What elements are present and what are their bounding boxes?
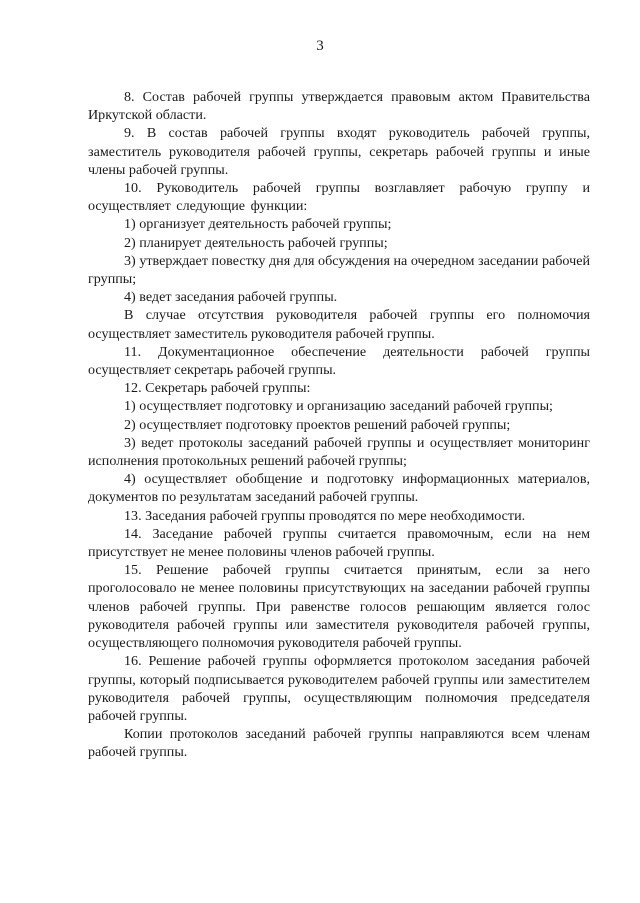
- paragraph-subitem-10-2: 2) планирует деятельность рабочей группы;: [124, 234, 388, 251]
- paragraph-subitem-10-3: 3) утверждает повестку дня для обсуждения на очередном заседании рабочей группы;: [88, 252, 590, 288]
- paragraph-item-15: 15. Решение рабочей группы считается принятым, если за него проголосовало не менее половины присутствующих на заседании рабочей группы членов рабочей группы. При равенстве голосов решающим является голос руководителя рабочей группы или заместителя руководителя рабочей группы, осуществляющего полномочия руководителя рабочей группы.: [88, 562, 590, 652]
- paragraph-item-8: 8. Состав рабочей группы утверждается правовым актом Правительства Иркутской области.: [88, 89, 590, 124]
- page-number: 3: [316, 38, 324, 54]
- paragraph-subitem-12-3: 3) ведет протоколы заседаний рабочей группы и осуществляет мониторинг исполнения протокольных решений рабочей группы;: [88, 434, 590, 470]
- paragraph-subitem-12-2: 2) осуществляет подготовку проектов решений рабочей группы;: [124, 416, 511, 433]
- paragraph-subitem-12-1: 1) осуществляет подготовку и организацию заседаний рабочей группы;: [124, 398, 553, 415]
- document-body: [88, 88, 590, 762]
- paragraph-item-16: 16. Решение рабочей группы оформляется протоколом заседания рабочей группы, который подписывается руководителем рабочей группы или заместителем руководителя рабочей группы, осуществляющим полномочия председателя рабочей группы.: [88, 653, 590, 724]
- paragraph-item-10: 10. Руководитель рабочей группы возглавляет рабочую группу и осуществляет следующие функции:: [88, 180, 590, 215]
- paragraph-subitem-10-4: 4) ведет заседания рабочей группы.: [124, 289, 338, 306]
- paragraph-item-11: 11. Документационное обеспечение деятельности рабочей группы осуществляет секретарь рабочей группы.: [88, 343, 590, 379]
- paragraph-item-14: 14. Заседание рабочей группы считается правомочным, если на нем присутствует не менее половины членов рабочей группы.: [88, 525, 590, 561]
- paragraph-item-13: 13. Заседания рабочей группы проводятся по мере необходимости.: [124, 507, 526, 524]
- paragraph-item-12: 12. Секретарь рабочей группы:: [124, 380, 311, 397]
- paragraph-copies-clause: Копии протоколов заседаний рабочей группы направляются всем членам рабочей группы.: [88, 726, 590, 761]
- paragraph-subitem-12-4: 4) осуществляет обобщение и подготовку информационных материалов, документов по результатам заседаний рабочей группы.: [88, 471, 590, 506]
- paragraph-deputy-clause: В случае отсутствия руководителя рабочей группы его полномочия осуществляет заместитель руководителя рабочей группы.: [88, 307, 590, 342]
- paragraph-item-9: 9. В состав рабочей группы входят руководитель рабочей группы, заместитель руководителя рабочей группы, секретарь рабочей группы и иные члены рабочей группы.: [88, 125, 590, 178]
- paragraph-subitem-10-1: 1) организует деятельность рабочей группы;: [124, 216, 392, 233]
